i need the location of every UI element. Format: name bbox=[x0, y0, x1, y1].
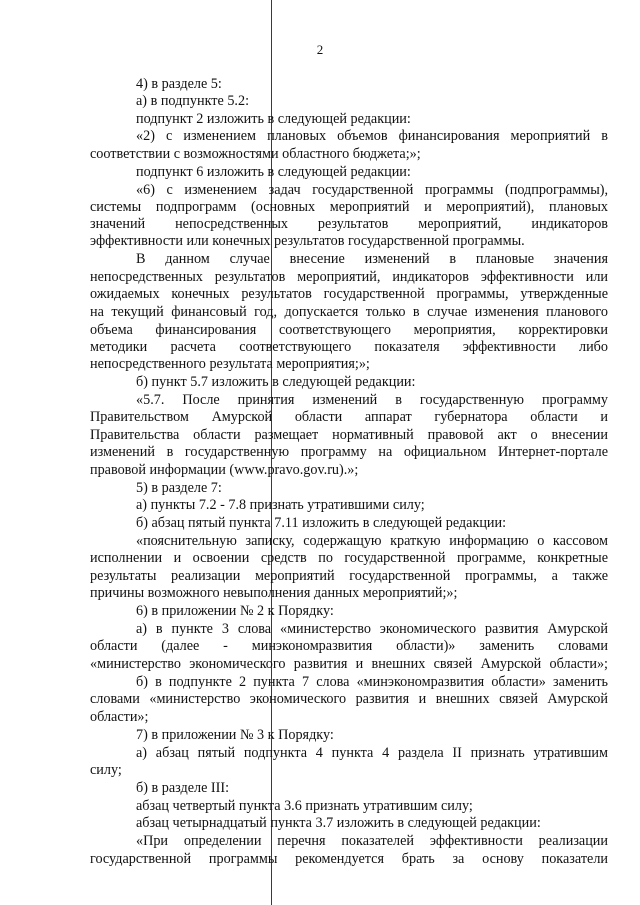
text-line: Правительства области размещает нормативный правовой акт о внесении bbox=[90, 427, 608, 443]
text-line: «6) с изменением задач государственной программы (подпрограммы), bbox=[136, 182, 608, 198]
text-line: объема финансирования соответствующего мероприятия, корректировки bbox=[90, 322, 608, 338]
text-line: б) в подпункте 2 пункта 7 слова «минэкономразвития области» заменить bbox=[136, 674, 608, 690]
text-line: а) в подпункте 5.2: bbox=[136, 93, 250, 109]
text-line: «пояснительную записку, содержащую краткую информацию о кассовом bbox=[136, 533, 608, 549]
text-line: соответствии с возможностями областного бюджета;»; bbox=[90, 146, 421, 162]
text-line: государственной программы рекомендуется брать за основу показатели bbox=[90, 851, 608, 867]
text-line: результаты реализации мероприятий государственной программы, а также bbox=[90, 568, 608, 584]
text-line: изменений в государственную программу на официальном Интернет-портале bbox=[90, 444, 608, 460]
text-line: абзац четырнадцатый пункта 3.7 изложить в следующей редакции: bbox=[136, 815, 541, 831]
text-line: б) абзац пятый пункта 7.11 изложить в следующей редакции: bbox=[136, 515, 507, 531]
text-line: подпункт 6 изложить в следующей редакции: bbox=[136, 164, 411, 180]
text-line: на текущий финансовый год, допускается только в случае изменения планового bbox=[90, 304, 608, 320]
text-line: 6) в приложении № 2 к Порядку: bbox=[136, 603, 334, 619]
text-line: «министерство экономического развития и внешних связей Амурской области»; bbox=[90, 656, 608, 672]
text-line: словами «министерство экономического развития и внешних связей Амурской bbox=[90, 691, 608, 707]
text-line: 7) в приложении № 3 к Порядку: bbox=[136, 727, 334, 743]
page-number: 2 bbox=[316, 42, 324, 57]
text-line: ожидаемых конечных результатов государственной программы, утвержденные bbox=[90, 286, 608, 302]
text-line: области»; bbox=[90, 709, 149, 725]
text-line: значений непосредственных результатов мероприятий, индикаторов bbox=[90, 216, 608, 232]
text-line: правовой информации (www.pravo.gov.ru).»; bbox=[90, 462, 359, 478]
text-line: методики расчета соответствующего показателя эффективности либо bbox=[90, 339, 608, 355]
text-line: В данном случае внесение изменений в плановые значения bbox=[136, 251, 608, 267]
text-line: 4) в разделе 5: bbox=[136, 76, 222, 92]
text-line: б) пункт 5.7 изложить в следующей редакции: bbox=[136, 374, 416, 390]
text-line: б) в разделе III: bbox=[136, 780, 230, 796]
text-line: а) абзац пятый подпункта 4 пункта 4 раздела II признать утратившим bbox=[136, 745, 608, 761]
text-line: «5.7. После принятия изменений в государственную программу bbox=[136, 392, 608, 408]
text-line: 5) в разделе 7: bbox=[136, 480, 222, 496]
text-line: исполнении и освоении средств по государственной программе, конкретные bbox=[90, 550, 608, 566]
text-line: абзац четвертый пункта 3.6 признать утратившим силу; bbox=[136, 798, 473, 814]
text-line: Правительством Амурской области аппарат губернатора области и bbox=[90, 409, 608, 425]
text-line: непосредственных результатов мероприятий, индикаторов эффективности или bbox=[90, 269, 608, 285]
text-line: области (далее - минэкономразвития области)» заменить словами bbox=[90, 638, 608, 654]
text-line: эффективности или конечных результатов государственной программы. bbox=[90, 233, 525, 249]
text-line: «2) с изменением плановых объемов финансирования мероприятий в bbox=[136, 128, 608, 144]
text-line: «При определении перечня показателей эффективности реализации bbox=[136, 833, 608, 849]
text-line: причины возможного невыполнения данных мероприятий;»; bbox=[90, 585, 458, 601]
text-line: непосредственного результата мероприятия;»; bbox=[90, 356, 370, 372]
text-line: а) пункты 7.2 - 7.8 признать утратившими силу; bbox=[136, 497, 425, 513]
text-line: системы подпрограмм (основных мероприятий и мероприятий), плановых bbox=[90, 199, 608, 215]
text-line: а) в пункте 3 слова «министерство экономического развития Амурской bbox=[136, 621, 608, 637]
text-line: силу; bbox=[90, 762, 122, 778]
text-line: подпункт 2 изложить в следующей редакции: bbox=[136, 111, 411, 127]
